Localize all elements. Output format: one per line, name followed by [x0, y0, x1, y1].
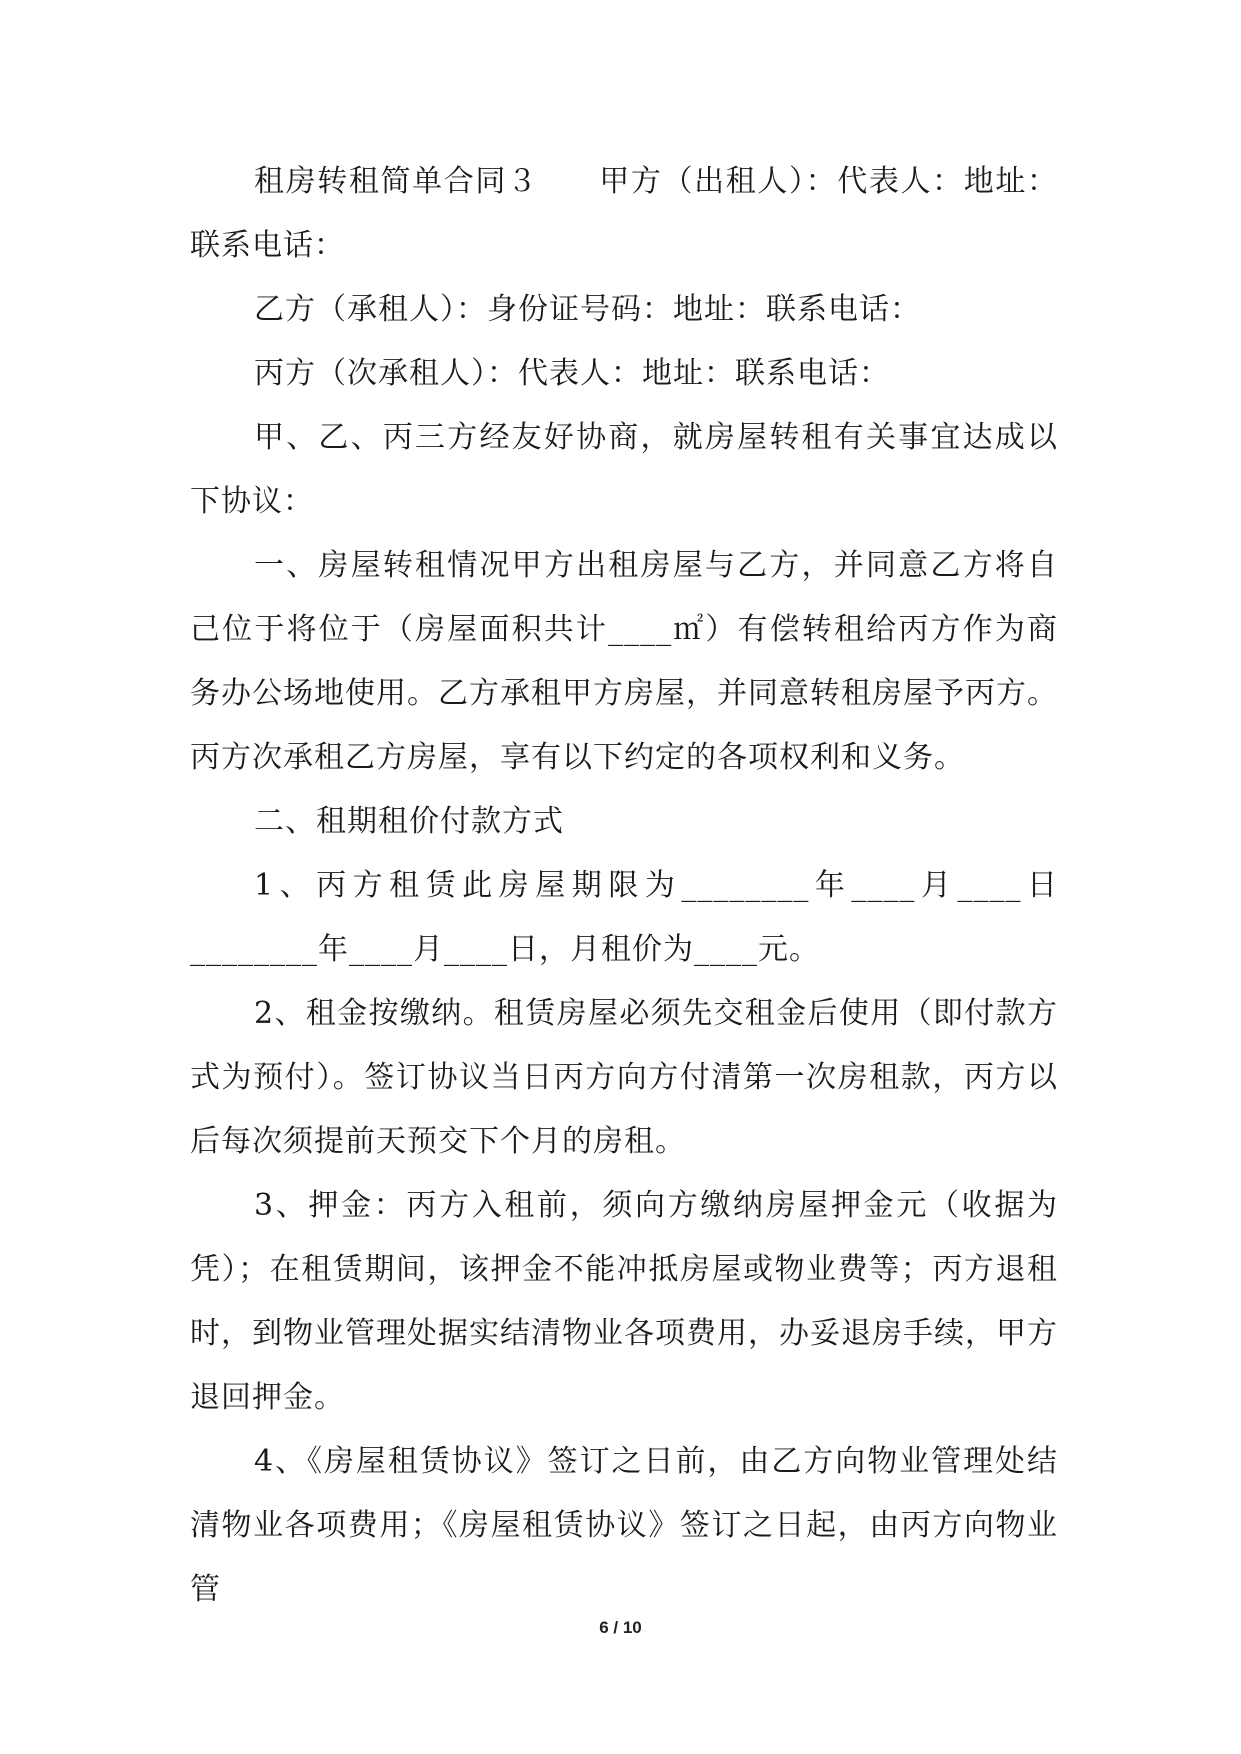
contract-title: 租房转租简单合同３	[254, 164, 539, 199]
title-paragraph	[190, 150, 1058, 278]
party-b-info: 乙方（承租人）：身份证号码：地址：联系电话：	[254, 292, 921, 327]
party-c-info: 丙方（次承租人）：代表人：地址：联系电话：	[254, 356, 890, 391]
clause-2-3-deposit: 3、押金：丙方入租前，须向方缴纳房屋押金元（收据为凭）；在租赁期间，该押金不能冲抵房屋或物业费等；丙方退租时，到物业管理处据实结清物业各项费用，办妥退房手续，甲方退回押金。	[190, 1188, 1058, 1415]
clause-2-4-fees: 4、《房屋租赁协议》签订之日前，由乙方向物业管理处结清物业各项费用；《房屋租赁协议》签订之日起，由丙方向物业管	[190, 1444, 1058, 1607]
clause-2-2-rent: 2、租金按缴纳。租赁房屋必须先交租金后使用（即付款方式为预付）。签订协议当日丙方向方付清第一次房租款，丙方以后每次须提前天预交下个月的房租。	[190, 996, 1058, 1159]
clause-2-1-term: 1、丙方租赁此房屋期限为________年____月____日________年____月____日，月租价为____元。	[190, 868, 1058, 967]
document-body	[190, 150, 1058, 1622]
page-number: 6 / 10	[599, 1618, 642, 1637]
clause-1-sublease: 一、房屋转租情况甲方出租房屋与乙方，并同意乙方将自己位于将位于（房屋面积共计____㎡）有偿转租给丙方作为商务办公场地使用。乙方承租甲方房屋，并同意转租房屋予丙方。丙方次承租乙方房屋，享有以下约定的各项权利和义务。	[190, 548, 1058, 775]
party-a-info: 甲方（出租人）：代表人：地址：联系电话：	[190, 164, 1058, 263]
clause-2-heading: 二、租期租价付款方式	[254, 804, 564, 839]
agreement-intro: 甲、乙、丙三方经友好协商，就房屋转租有关事宜达成以下协议：	[190, 420, 1058, 519]
